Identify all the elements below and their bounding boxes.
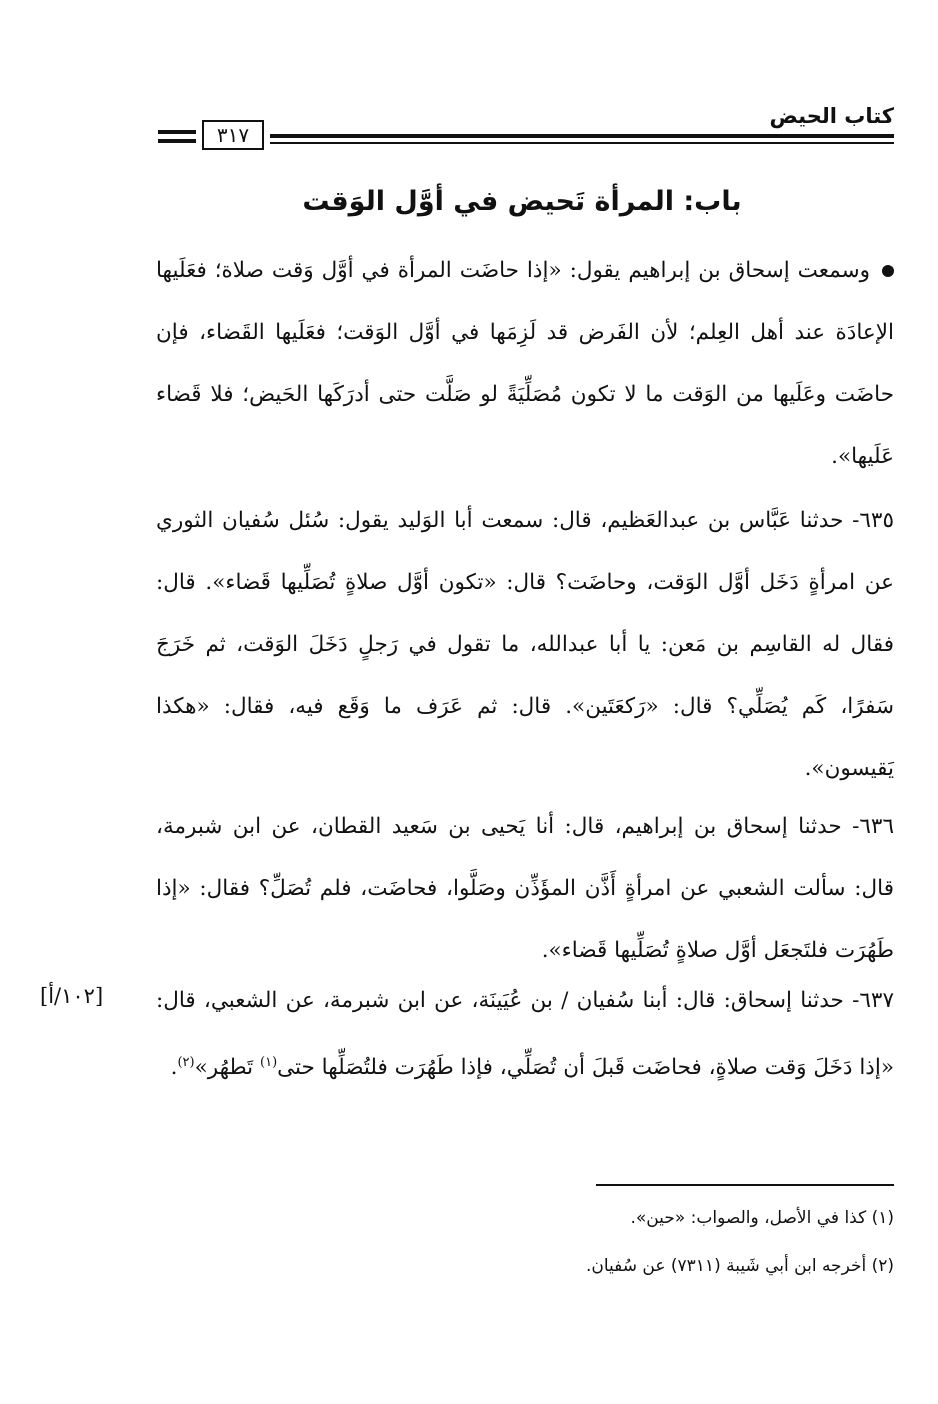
bullet-icon [882, 265, 894, 277]
footnote-separator [596, 1184, 894, 1186]
margin-manuscript-reference: [١٠٢/أ] [40, 984, 104, 1008]
paragraph-text: ٦٣٥- حدثنا عَبَّاس بن عبدالعَظيم، قال: سمعت أبا الوَليد يقول: سُئل سُفيان الثوري عن امرأةٍ دَخَل أوَّل الوَقت، وحاضَت؟ قال: «تكون أوَّل صلاةٍ تُصَلِّيها قَضاء». قال: فقال له القاسِم بن مَعن: يا أبا عبدالله، ما تقول في رَجلٍ دَخَلَ الوَقت، ثم خَرَجَ سَفرًا، كَم يُصَلِّي؟ قال: «رَكعَتَين». قال: ثم عَرَف ما وَقَع فيه، فقال: «هكذا يَقيسون». [156, 508, 894, 781]
header-rule-right-top [270, 134, 894, 138]
footnote-2: (٢) أخرجه ابن أبي شَيبة (٧٣١١) عن سُفيان. [585, 1256, 894, 1276]
header-rule-right-bottom [270, 142, 894, 144]
paragraph-hadith-635 [156, 490, 894, 800]
paragraph-intro [156, 240, 894, 488]
paragraph-hadith-637 [156, 970, 894, 1099]
footnote-1: (١) كذا في الأصل، والصواب: «حين». [630, 1208, 894, 1228]
footnote-marker-2: (٢) [177, 1055, 195, 1070]
paragraph-text: . [170, 1055, 178, 1081]
paragraph-text: ٦٣٧- حدثنا إسحاق: قال: أبنا سُفيان / بن عُيَينَة، عن ابن شبرمة، عن الشعبي، قال: «إذا دَخَلَ وَقت صلاةٍ، فحاضَت قَبلَ أن تُصَلِّي، فإذا طَهُرَت فلتُصَلِّها حتى [156, 988, 894, 1081]
paragraph-text: ٦٣٦- حدثنا إسحاق بن إبراهيم، قال: أنا يَحيى بن سَعيد القطان، عن ابن شبرمة، قال: سألت الشعبي عن امرأةٍ أَذَّن المؤَذِّن وصَلَّوا، فحاضَت، فلم تُصَلِّ؟ فقال: «إذا طَهُرَت فلتَجعَل أوَّل صلاةٍ تُصَلِّيها قَضاء». [156, 814, 894, 963]
paragraph-hadith-636 [156, 796, 894, 982]
paragraph-text: تَطهُر» [194, 1055, 260, 1081]
footnote-marker-1: (١) [260, 1055, 278, 1070]
paragraph-text: وسمعت إسحاق بن إبراهيم يقول: «إذا حاضَت المرأة في أوَّل وَقت صلاة؛ فعَلَيها الإعادَة عند أهل العِلم؛ لأن الفَرض قد لَزِمَها في أوَّل الوَقت؛ فعَلَيها القَضاء، فإن حاضَت وعَلَيها من الوَقت ما لا تكون مُصَلِّيَةً لو صَلَّت حتى أدرَكَها الحَيض؛ فلا قَضاء عَلَيها». [156, 258, 894, 469]
header-rule-left-bottom [158, 139, 196, 143]
page-header [158, 104, 894, 154]
page-number-box: ٣١٧ [202, 120, 264, 150]
running-title: كتاب الحيض [769, 104, 894, 128]
chapter-title: باب: المرأة تَحيض في أوَّل الوَقت [302, 186, 742, 217]
header-rule-left-top [158, 130, 196, 134]
